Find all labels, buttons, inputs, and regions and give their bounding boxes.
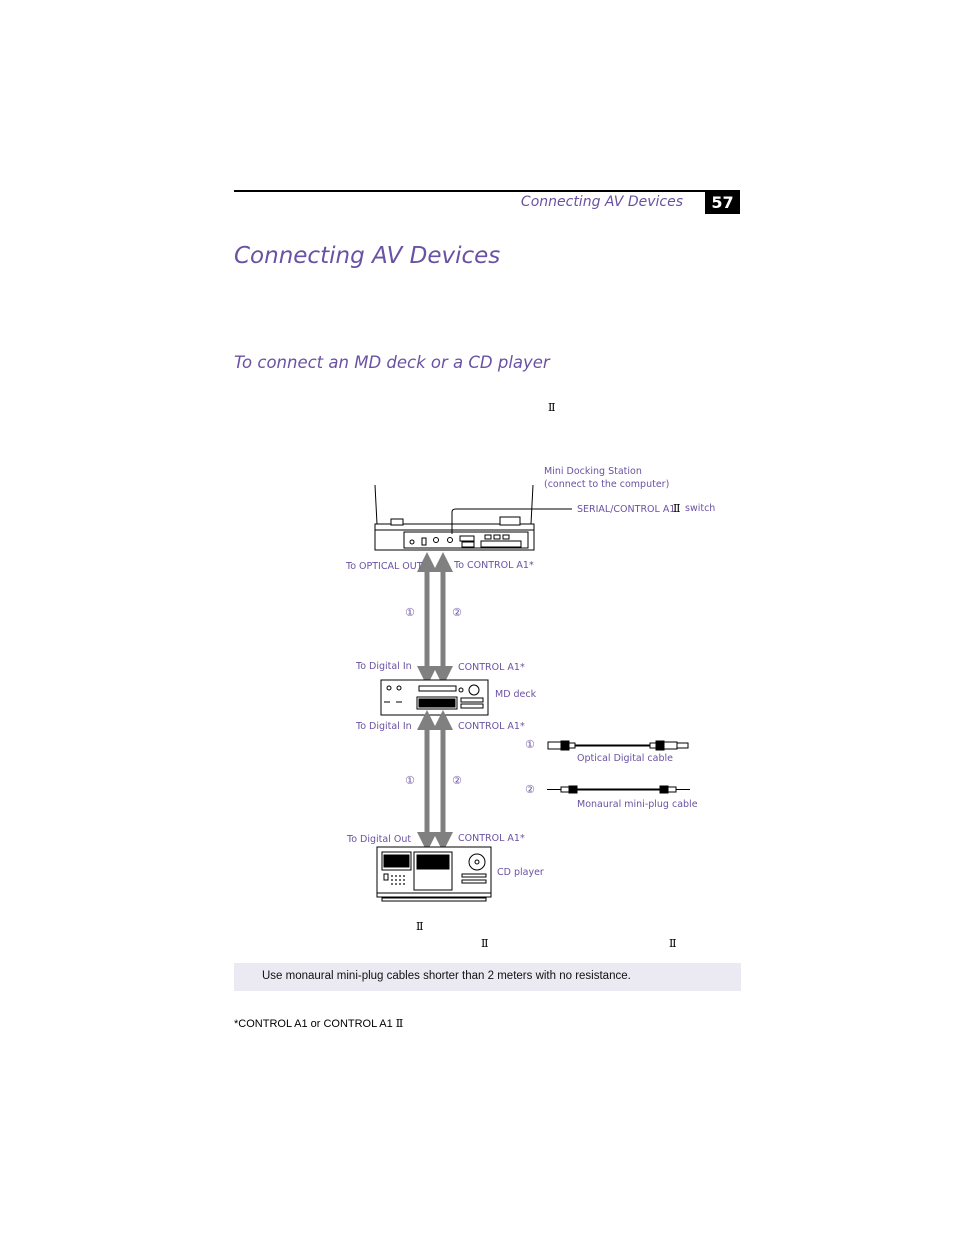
cd-player-label: CD player [497, 867, 544, 878]
note-box [234, 963, 741, 991]
md-deck-label: MD deck [495, 689, 537, 700]
roman-two-glyph: Ⅱ [416, 920, 424, 933]
page-title: Connecting AV Devices [234, 243, 501, 269]
footnote-text: *CONTROL A1 or CONTROL A1 [234, 1018, 393, 1030]
roman-two-glyph: Ⅱ [481, 937, 489, 950]
running-header: Connecting AV Devices [520, 194, 683, 210]
roman-two-glyph: Ⅱ [673, 502, 681, 515]
serial-control-label: SERIAL/CONTROL A1 [577, 504, 676, 515]
docking-station-label: Mini Docking Station (connect to the computer) [544, 466, 670, 490]
cable-number-2: ② [452, 774, 462, 787]
docking-station-illustration [375, 485, 572, 550]
md-digital-in-label: To Digital In [356, 661, 412, 672]
md-control-a1-label: CONTROL A1* [458, 662, 525, 673]
optical-cable-illustration [548, 741, 688, 750]
cd-digital-out-label: To Digital Out [347, 834, 412, 845]
roman-two-glyph: Ⅱ [395, 1017, 404, 1030]
roman-two-glyph: Ⅱ [548, 401, 556, 414]
cable-number-2: ② [452, 606, 462, 619]
mini-plug-cable-label: Monaural mini-plug cable [577, 799, 698, 810]
md-digital-in-label: To Digital In [356, 721, 412, 732]
cd-player-illustration [377, 847, 491, 901]
footnote [234, 1017, 403, 1030]
to-control-a1-label: To CONTROL A1* [454, 560, 534, 571]
legend-number-1: ① [525, 738, 535, 751]
note-text: Use monaural mini-plug cables shorter than 2 meters with no resistance. [262, 970, 631, 982]
optical-cable-label: Optical Digital cable [577, 753, 673, 764]
section-subtitle: To connect an MD deck or a CD player [234, 353, 550, 372]
roman-two-glyph: Ⅱ [669, 937, 677, 950]
cable-number-1: ① [405, 774, 415, 787]
md-deck-illustration [381, 680, 488, 715]
page-number: 57 [705, 191, 740, 214]
switch-label: switch [685, 503, 716, 514]
cable-number-1: ① [405, 606, 415, 619]
legend-number-2: ② [525, 783, 535, 796]
cd-control-a1-label: CONTROL A1* [458, 833, 525, 844]
to-optical-out-label: To OPTICAL OUT [346, 561, 423, 572]
mini-plug-cable-illustration [547, 786, 690, 793]
md-control-a1-label: CONTROL A1* [458, 721, 525, 732]
